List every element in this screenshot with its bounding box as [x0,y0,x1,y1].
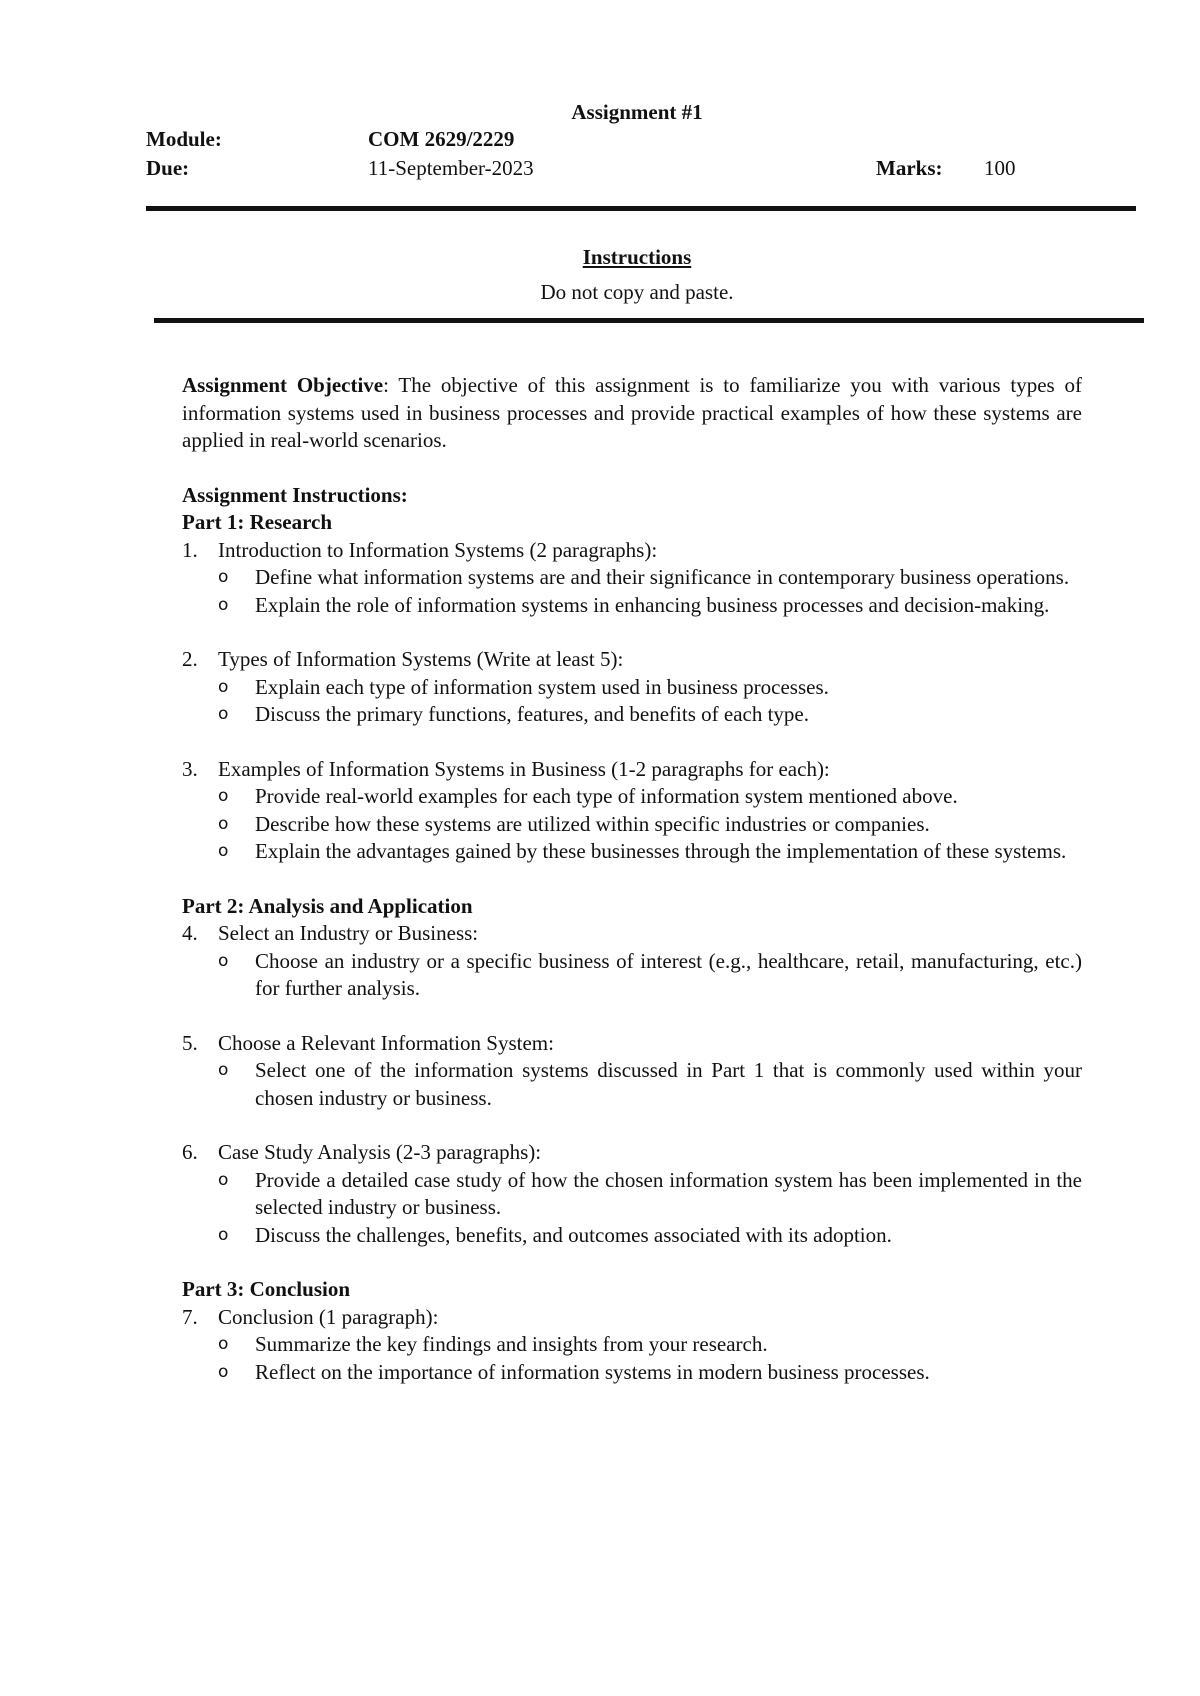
item-title: Select an Industry or Business: [218,921,479,945]
item-number: 7. [182,1304,198,1329]
due-value: 11-September-2023 [368,156,534,180]
item-title: Examples of Information Systems in Business (1-2 paragraphs for each): [218,756,830,781]
marks-value: 100 [984,156,1016,180]
bullet-icon: o [218,567,229,587]
list-item [182,920,1082,948]
bullet-icon: o [218,594,229,615]
bullet-icon: o [218,813,229,834]
item-title: Introduction to Information Systems (2 paragraphs): [218,537,658,562]
item-number: 6. [182,1140,198,1164]
item-number: 5. [182,1030,198,1055]
part1-heading: Part 1: Research [182,510,333,534]
bullet-item: o Choose an industry or a specific business of interest (e.g., healthcare, retail, manufacturing, etc.) for further analysis. [218,948,1082,1000]
module-label: Module: [146,127,222,151]
bullet-icon: o [218,786,229,806]
bullet-item: o Define what information systems are and their significance in contemporary business operations. [182,564,1082,592]
due-label: Due: [146,156,190,180]
item-title: Types of Information Systems (Write at least 5): [218,647,624,671]
objective-text: : The objective of this assignment is to familiarize you with various types of information systems used in business processes and provide practical examples of how these systems are applied in real-world scenarios. [182,373,1083,452]
bullet-icon: o [218,1361,229,1382]
objective-paragraph [182,372,1082,455]
part2-heading: Part 2: Analysis and Application [182,893,473,918]
list-item [182,646,1082,674]
assignment-title: Assignment #1 [571,100,703,124]
marks-label: Marks: [876,156,943,180]
instructions-divider [154,318,1144,323]
module-value: COM 2629/2229 [368,127,515,151]
bullet-icon: o [218,950,229,971]
bullet-icon: o [218,841,229,861]
bullet-item: o Explain the advantages gained by these businesses through the implementation of these systems. [182,838,1082,866]
instructions-note: Do not copy and paste. [540,280,734,304]
item-title: Choose a Relevant Information System: [218,1030,554,1055]
header-divider [146,206,1136,211]
item-number: 3. [182,756,198,781]
part3-heading: Part 3: Conclusion [182,1277,350,1301]
bullet-item: o Reflect on the importance of information systems in modern business processes. [182,1359,1082,1387]
bullet-icon: o [218,1169,229,1190]
bullet-icon: o [218,704,229,724]
assignment-instructions-label: Assignment Instructions: [182,482,408,507]
bullet-item: o Explain each type of information system used in business processes. [182,674,1082,702]
list-item [182,537,1082,565]
item-title: Case Study Analysis (2-3 paragraphs): [218,1140,542,1164]
bullet-item: o Discuss the primary functions, features, and benefits of each type. [182,701,1082,729]
bullet-item: o Describe how these systems are utilized within specific industries or companies. [182,811,1082,839]
item-number: 2. [182,647,198,671]
bullet-icon: o [218,1334,229,1354]
instructions-heading: Instructions [582,245,692,269]
bullet-icon: o [218,1224,229,1245]
list-item [182,1139,1082,1167]
bullet-item: o Discuss the challenges, benefits, and outcomes associated with its adoption. [182,1222,1082,1250]
assignment-body [182,372,1082,1386]
bullet-icon: o [218,676,229,697]
bullet-item: o Summarize the key findings and insights from your research. [182,1331,1082,1359]
list-item [182,1304,1082,1332]
objective-label: Assignment Objective [182,373,384,397]
bullet-icon: o [218,1060,229,1080]
list-item [182,1030,1082,1058]
bullet-item: o Explain the role of information systems in enhancing business processes and decision-making. [182,592,1082,620]
item-title: Conclusion (1 paragraph): [218,1304,439,1329]
bullet-item: o Select one of the information systems discussed in Part 1 that is commonly used within your chosen industry or business. [218,1058,1082,1110]
list-item [182,756,1082,784]
item-number: 1. [182,537,198,562]
item-number: 4. [182,921,198,945]
bullet-item: o Provide real-world examples for each type of information system mentioned above. [182,783,1082,811]
bullet-item: o Provide a detailed case study of how the chosen information system has been implemented in the selected industry or business. [218,1167,1082,1219]
